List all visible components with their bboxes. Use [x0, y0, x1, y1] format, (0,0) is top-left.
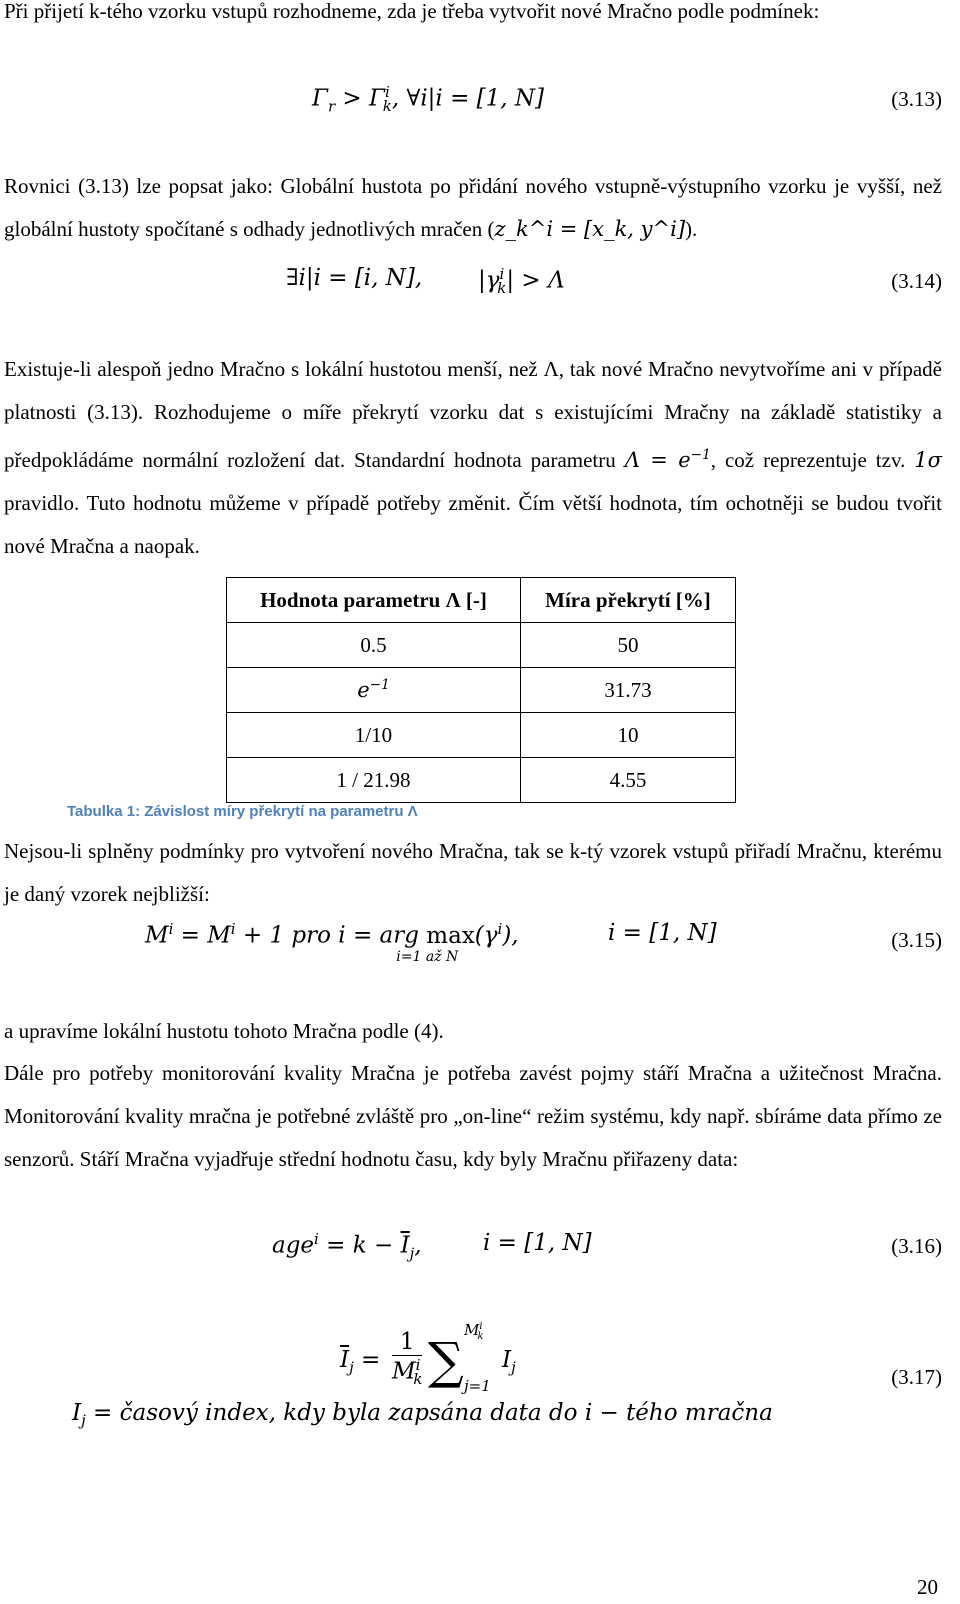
overlap-table — [226, 577, 736, 803]
table-row — [227, 623, 736, 668]
equation-3-15: $M^i = M^i + 1$ pro i = arg max i=1 až N $(\gamma^i)$, i = [1, N] (3.15) — [145, 920, 942, 965]
page-number: 20 — [917, 1575, 938, 1599]
table-cell: 31.73 — [520, 668, 735, 713]
paragraph-assignment: Nejsou-li splněny podmínky pro vytvoření nového Mračna, tak se k-tý vzorek vstupů přiřadí Mračnu, kterému je daný vzorek nejbližší: — [4, 839, 942, 906]
table-cell: 50 — [520, 623, 735, 668]
table-header-cell: Míra překrytí [%] — [520, 578, 735, 623]
equation-time-index: $I_j$ = časový index, kdy byla zapsána data do i − tého mračna — [72, 1400, 773, 1430]
table-cell: $e^{-1}$ — [227, 668, 521, 713]
equation-3-13: $\Gamma_r > \Gamma^i_k$, ∀i|i = [1, N] (3.13) — [312, 83, 942, 116]
table-caption: Tabulka 1: Závislost míry překrytí na parametru Λ — [67, 803, 418, 820]
table-row — [227, 668, 736, 713]
table-cell: 4.55 — [520, 758, 735, 803]
table-cell: 10 — [520, 713, 735, 758]
equation-number: (3.13) — [891, 87, 942, 111]
paragraph-update: a upravíme lokální hustotu tohoto Mračna podle (4). — [4, 1019, 444, 1043]
equation-3-16: $age^i = k - \overline{I}_j$, i = [1, N] (3.16) — [272, 1230, 942, 1263]
equation-number: (3.15) — [891, 928, 942, 952]
table-cell: 1/10 — [227, 713, 521, 758]
paragraph-intro: Při přijetí k-tého vzorku vstupů rozhodneme, zda je třeba vytvořit nové Mračno podle podmínek: — [4, 0, 820, 23]
equation-3-14: ∃i|i = [i, N], $|\gamma^i_k| > \Lambda$ (3.14) — [286, 265, 942, 298]
table-row — [227, 713, 736, 758]
equation-number: (3.17) — [891, 1365, 942, 1389]
equation-3-17: $\overline{I}_j$ = 1 $M^i_k$ ∑ $M^i_k$ j=1 $I_j$ (3.17) — [340, 1321, 942, 1395]
paragraph-lambda: Existuje-li alespoň jedno Mračno s lokální hustotou menší, než Λ, tak nové Mračno nevytvoříme ani v případě platnosti (3.13). Rozhodujeme o míře překrytí vzorku dat s existujícími Mračny na základě statistiky a předpokládáme normální rozložení dat. Standardní hodnota parametru $\Lambda = e^{-1}$, což reprezentuje tzv. 1σ pravidlo. Tuto hodnotu můžeme v případě potřeby změnit. Čím větší hodnota, tím ochotněji se budou tvořit nové Mračna a naopak. — [4, 357, 942, 558]
table-row — [227, 758, 736, 803]
equation-number: (3.16) — [891, 1234, 942, 1258]
table-header-cell: Hodnota parametru Λ [-] — [227, 578, 521, 623]
table-header-row — [227, 578, 736, 623]
paragraph-monitoring: Dále pro potřeby monitorování kvality Mračna je potřeba zavést pojmy stáří Mračna a užitečnost Mračna. Monitorování kvality mračna je potřebné zvláště pro „on-line“ režim systému, kdy např. sbíráme data přímo ze senzorů. Stáří Mračna vyjadřuje střední hodnotu času, kdy byly Mračnu přiřazeny data: — [4, 1061, 942, 1171]
paragraph-explanation: Rovnici (3.13) lze popsat jako: Globální hustota po přidání nového vstupně-výstupního vzorku je vyšší, než globální hustoty spočítané s odhady jednotlivých mračen (z_k^i = [x_k, y^i]). — [4, 174, 942, 241]
table-cell: 1 / 21.98 — [227, 758, 521, 803]
table-cell: 0.5 — [227, 623, 521, 668]
equation-number: (3.14) — [891, 269, 942, 293]
